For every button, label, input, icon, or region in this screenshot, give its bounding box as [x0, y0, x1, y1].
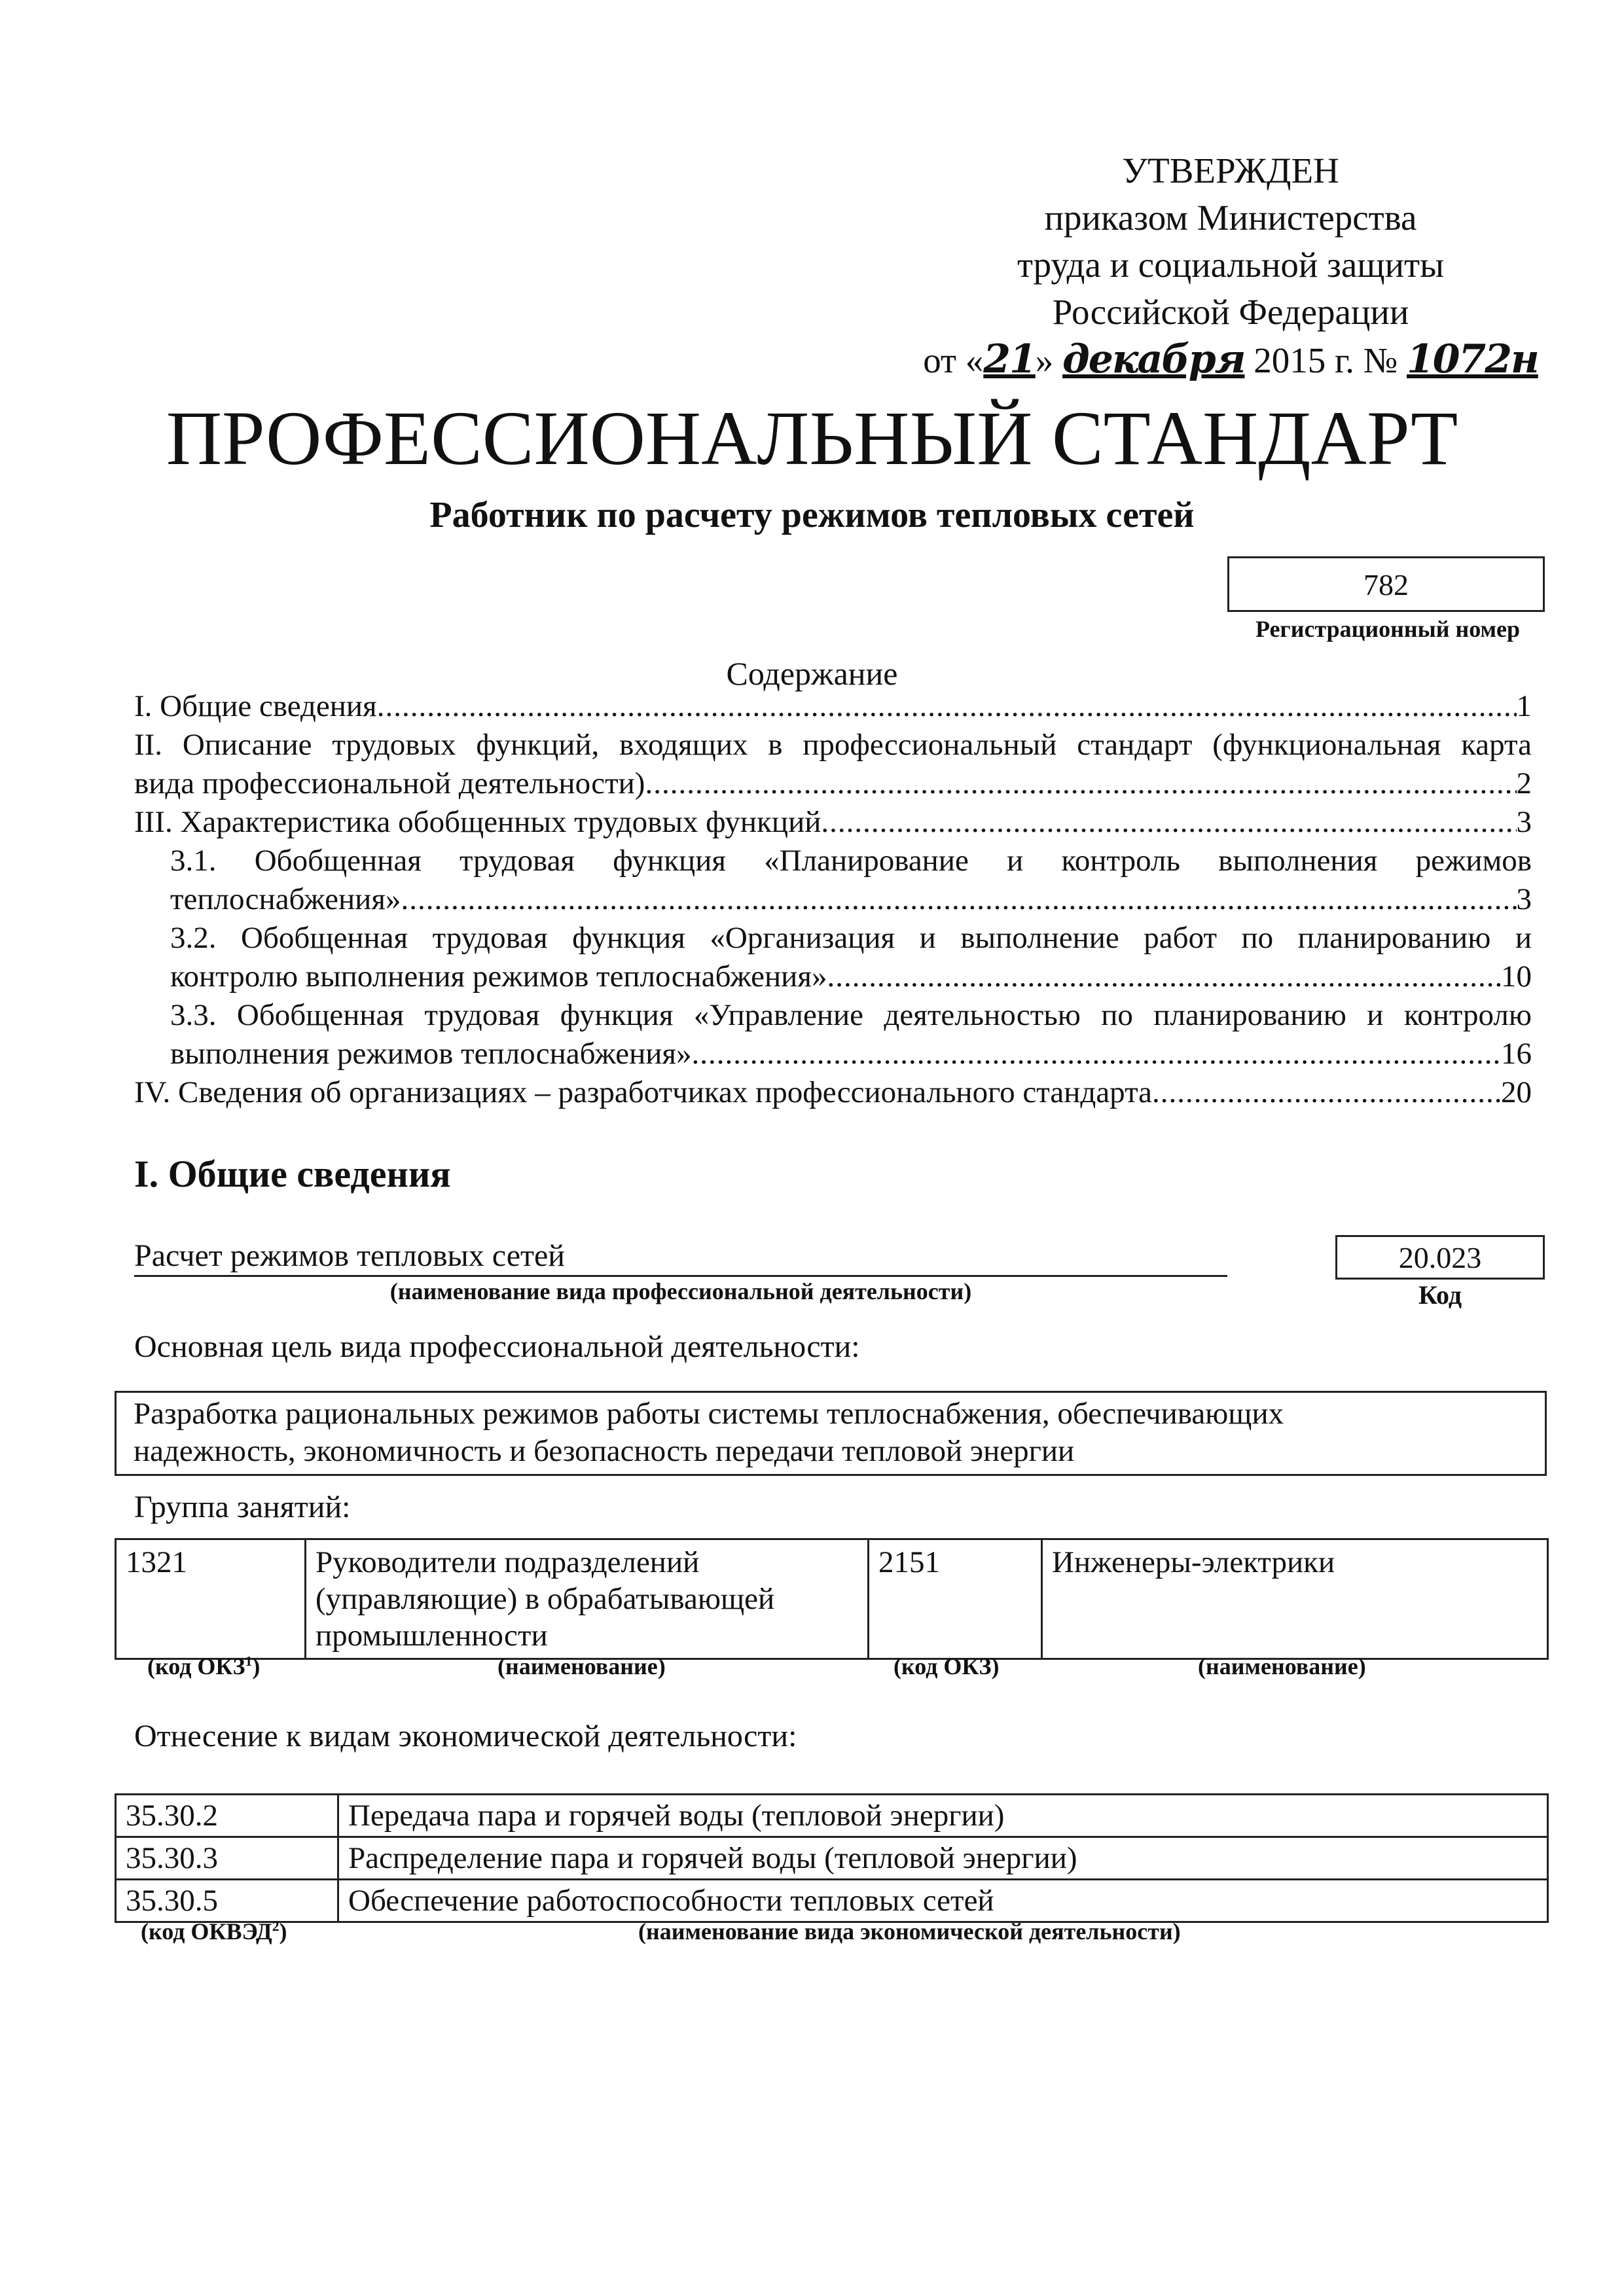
approval-date-line: от «21» декабря 2015 г. № 1072н — [923, 336, 1538, 382]
toc-page: 3 — [1516, 805, 1532, 839]
document-title: ПРОФЕССИОНАЛЬНЫЙ СТАНДАРТ — [166, 395, 1458, 481]
handwritten-day: 21 — [983, 336, 1036, 382]
toc-item[interactable]: контролю выполнения режимов теплоснабжения» ..... 10 — [134, 958, 1532, 996]
occupation-group-table — [115, 1538, 1549, 1660]
activity-code-label: Код — [1418, 1280, 1462, 1310]
approval-block — [916, 147, 1545, 384]
toc-item[interactable]: IV. Сведения об организациях – разработчиках профессионального стандарта ..... 20 — [134, 1073, 1532, 1112]
toc-page: 2 — [1516, 766, 1532, 800]
section-heading: I. Общие сведения — [134, 1153, 451, 1195]
toc-item[interactable]: вида профессиональной деятельности) ..... 2 — [134, 764, 1532, 803]
handwritten-month: декабря — [1062, 336, 1245, 382]
footnote-ref[interactable]: 2 — [272, 1918, 280, 1934]
activity-caption: (наименование вида профессиональной деятельности) — [389, 1278, 972, 1304]
okz-code-caption: (код ОКЗ$^1$) — [147, 1653, 261, 1679]
approval-country-line: Российской Федерации — [1052, 292, 1409, 332]
activity-name-cell: Обеспечение работоспособности тепловых сетей — [338, 1880, 1548, 1922]
toc-title: Содержание — [726, 655, 898, 692]
toc-page: 10 — [1501, 960, 1532, 994]
document-subtitle: Работник по расчету режимов тепловых сетей — [429, 495, 1195, 535]
occupation-name-caption: (наименование) — [497, 1653, 666, 1679]
economic-activity-label: Отнесение к видам экономической деятельности: — [134, 1719, 797, 1753]
goal-box — [115, 1391, 1547, 1476]
toc-item[interactable]: теплоснабжения» ..... 3 — [134, 880, 1532, 919]
table-row — [116, 1880, 1548, 1922]
toc-item-first-line: 3.3. Обобщенная трудовая функция «Управление деятельностью по планированию и контролю — [170, 998, 1532, 1032]
activity-code-box: 20.023 — [1335, 1235, 1545, 1280]
approval-status: УТВЕРЖДЕН — [1122, 151, 1339, 190]
occupation-group-label: Группа занятий: — [134, 1490, 351, 1524]
okz-code-caption: (код ОКЗ) — [893, 1653, 1000, 1679]
okz-code-cell: 2151 — [869, 1539, 1042, 1659]
toc-page: 3 — [1516, 882, 1532, 916]
toc-item-first-line: 3.2. Обобщенная трудовая функция «Организация и выполнение работ по планированию и — [170, 921, 1532, 955]
table-of-contents — [134, 687, 1532, 1112]
toc-item-first-line: 3.1. Обобщенная трудовая функция «Планирование и контроль выполнения режимов — [170, 844, 1532, 878]
activity-name-cell: Распределение пара и горячей воды (тепловой энергии) — [338, 1837, 1548, 1880]
okved-code-caption: (код ОКВЭД$^2$) — [141, 1918, 287, 1945]
activity-name-cell: Передача пара и горячей воды (тепловой энергии) — [338, 1795, 1548, 1837]
handwritten-order-number: 1072н — [1407, 336, 1538, 382]
table-row — [116, 1837, 1548, 1880]
economic-activity-caption: (наименование вида экономической деятельности) — [638, 1918, 1181, 1945]
toc-item-first-line: II. Описание трудовых функций, входящих в профессиональный стандарт (функциональная карта — [134, 728, 1532, 762]
footnote-ref[interactable]: 1 — [245, 1653, 253, 1669]
toc-page: 1 — [1516, 689, 1532, 723]
approval-order-line: приказом Министерства — [1044, 198, 1417, 238]
toc-item[interactable]: I. Общие сведения ..... 1 — [134, 687, 1532, 726]
okved-code-cell: 35.30.5 — [116, 1880, 338, 1922]
activity-name: Расчет режимов тепловых сетей — [134, 1237, 1227, 1277]
occupation-name-caption: (наименование) — [1198, 1653, 1366, 1679]
economic-activity-table — [115, 1793, 1549, 1923]
okved-code-cell: 35.30.3 — [116, 1837, 338, 1880]
okz-code-cell: 1321 — [116, 1539, 306, 1659]
okved-code-cell: 35.30.2 — [116, 1795, 338, 1837]
occupation-name-cell: Инженеры-электрики — [1042, 1539, 1548, 1659]
toc-item[interactable]: выполнения режимов теплоснабжения» ..... 16 — [134, 1035, 1532, 1073]
registration-number-label: Регистрационный номер — [1255, 616, 1521, 642]
goal-text-line: надежность, экономичность и безопасность передачи тепловой энергии — [134, 1434, 1075, 1468]
occupation-name-cell: Руководители подразделений (управляющие) в обрабатывающей промышленности — [306, 1539, 869, 1659]
table-row — [116, 1539, 1548, 1659]
approval-ministry-line: труда и социальной защиты — [1017, 245, 1445, 285]
goal-label: Основная цель вида профессиональной деятельности: — [134, 1329, 860, 1364]
toc-page: 20 — [1501, 1075, 1532, 1109]
goal-text-line: Разработка рациональных режимов работы системы теплоснабжения, обеспечивающих — [134, 1397, 1284, 1431]
table-row — [116, 1795, 1548, 1837]
registration-number-box: 782 — [1227, 556, 1545, 612]
toc-item[interactable]: III. Характеристика обобщенных трудовых функций ..... 3 — [134, 803, 1532, 842]
toc-page: 16 — [1501, 1037, 1532, 1071]
